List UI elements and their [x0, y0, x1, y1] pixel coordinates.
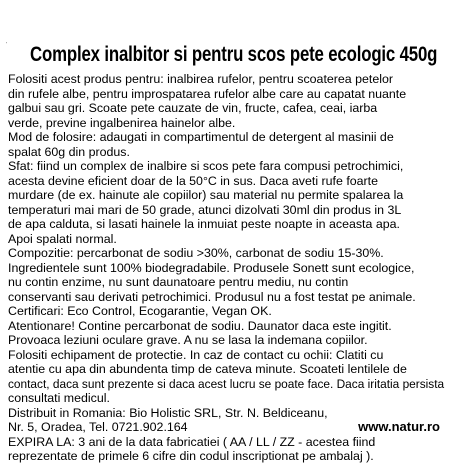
text-line: Compozitie: percarbonat de sodiu >30%, carbonat de sodiu 15-30%.	[8, 246, 384, 260]
stray-mark: '	[6, 42, 7, 48]
text-line: verde, previne ingalbenirea hainelor albe.	[8, 115, 236, 130]
text-line: murdare (de ex. hainute ale copiilor) sau material nu permite spalarea la	[8, 188, 404, 202]
text-line: galbui sau gri. Scoate pete cauzate de vin, fructe, cafea, ceai, iarba	[8, 101, 378, 115]
text-line: de apa calduta, si lasati hainele la inmuiat peste noapte in aceasta apa.	[8, 217, 400, 231]
text-line: din rufele albe, pentru improspatarea rufelor albe care au capatat nuante	[8, 86, 407, 101]
text-line: spalat 60g din produs.	[8, 144, 130, 159]
text-line: Sfat: fiind un complex de inalbire si scos pete fara compusi petrochimici,	[8, 159, 404, 173]
text-line: consultati medicul.	[8, 391, 110, 405]
address-line: Nr. 5, Oradea, Tel. 0721.902.164	[8, 420, 188, 434]
text-line: nu contin enzime, nu sunt daunatoare pentru mediu, nu contin	[8, 275, 349, 289]
text-line: acesta devine eficient doar de la 50°C in sus. Daca aveti rufe foarte	[8, 173, 379, 188]
text-line: Mod de folosire: adaugati in compartimentul de detergent al masinii de	[8, 130, 394, 144]
product-title: Complex inalbitor si pentru scos pete ecologic 450g	[30, 43, 438, 66]
expiry-line: EXPIRA LA: 3 ani de la data fabricatiei ( AA / LL / ZZ - acestea fiind	[8, 434, 376, 449]
text-line: atentie cu apa din abundenta timp de cateva minute. Scoateti lentilele de	[8, 362, 407, 376]
text-line: Distribuit in Romania: Bio Holistic SRL, Str. N. Beldiceanu,	[8, 405, 328, 420]
text-line: contact, daca sunt prezente si daca acest lucru se poate face. Daca iritatia persista	[8, 376, 445, 391]
address-row	[8, 420, 440, 435]
text-line: Certificari: Eco Control, Ecogarantie, Vegan OK.	[8, 304, 272, 318]
text-line: Apoi spalati normal.	[8, 231, 117, 246]
text-line: Provoaca leziuni oculare grave. A nu se lasa la indemana copiilor.	[8, 333, 368, 347]
product-description	[8, 72, 448, 464]
text-line: Atentionare! Contine percarbonat de sodiu. Daunator daca este ingitit.	[8, 318, 392, 333]
expiry-line: reprezentate de primele 6 cifre din codul inscriptionat pe ambalaj ).	[8, 449, 374, 463]
text-line: temperaturi mai mari de 50 grade, atunci dizolvati 30ml din produs in 3L	[8, 202, 402, 217]
text-line: Ingredientele sunt 100% biodegradabile. Produsele Sonett sunt ecologice,	[8, 260, 415, 275]
website-link[interactable]: www.natur.ro	[358, 419, 440, 434]
text-line: Folositi echipament de protectie. In caz de contact cu ochii: Clatiti cu	[8, 347, 384, 362]
text-line: conservanti sau derivati petrochimici. Produsul nu a fost testat pe animale.	[8, 289, 416, 304]
text-line: Folositi acest produs pentru: inalbirea rufelor, pentru scoaterea petelor	[8, 72, 394, 86]
